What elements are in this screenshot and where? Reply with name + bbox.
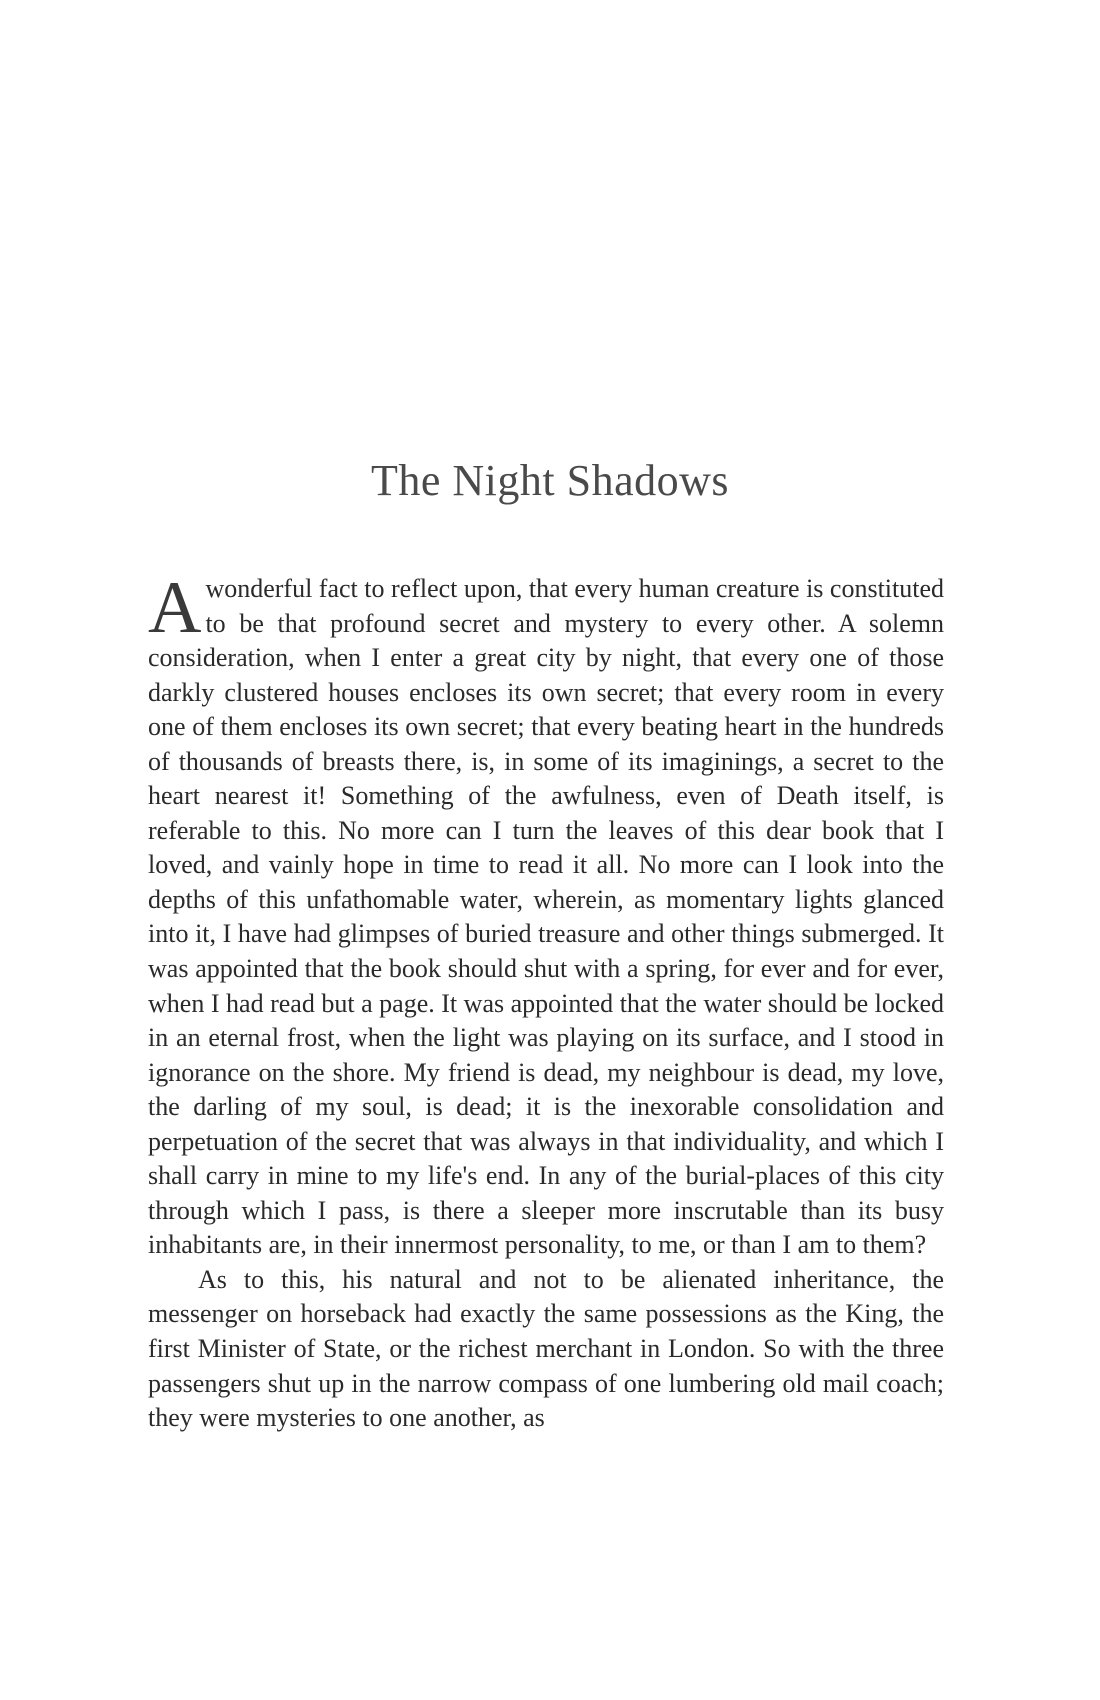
- paragraph-1-text: wonderful fact to reflect upon, that every human creature is constituted to be that profound secret and mystery to every other. A solemn consideration, when I enter a great city by night, that every one of those darkly clustered houses encloses its own secret; that every room in every one of them encloses its own secret; that every beating heart in the hundreds of thousands of breasts there, is, in some of its imaginings, a secret to the heart nearest it! Something of the awfulness, even of Death itself, is referable to this. No more can I turn the leaves of this dear book that I loved, and vainly hope in time to read it all. No more can I look into the depths of this unfathomable water, wherein, as momentary lights glanced into it, I have had glimpses of buried treasure and other things submerged. It was appointed that the book should shut with a spring, for ever and for ever, when I had read but a page. It was appointed that the water should be locked in an eternal frost, when the light was playing on its surface, and I stood in ignorance on the shore. My friend is dead, my neighbour is dead, my love, the darling of my soul, is dead; it is the inexorable consolidation and perpetuation of the secret that was always in that individuality, and which I shall carry in mine to my life's end. In any of the burial-places of this city through which I pass, is there a sleeper more inscrutable than its busy inhabitants are, in their innermost personality, to me, or than I am to them?: [148, 574, 945, 1260]
- chapter-body: [148, 567, 945, 1436]
- paragraph-1: [148, 567, 945, 1263]
- paragraph-2: As to this, his natural and not to be alienated inheritance, the messenger on horseback had exactly the same possessions as the King, the first Minister of State, or the richest merchant in London. So with the three passengers shut up in the narrow compass of one lumbering old mail coach; they were mysteries to one another, as: [148, 1264, 944, 1433]
- chapter-title: The Night Shadows: [370, 456, 730, 505]
- drop-cap: A: [148, 567, 202, 649]
